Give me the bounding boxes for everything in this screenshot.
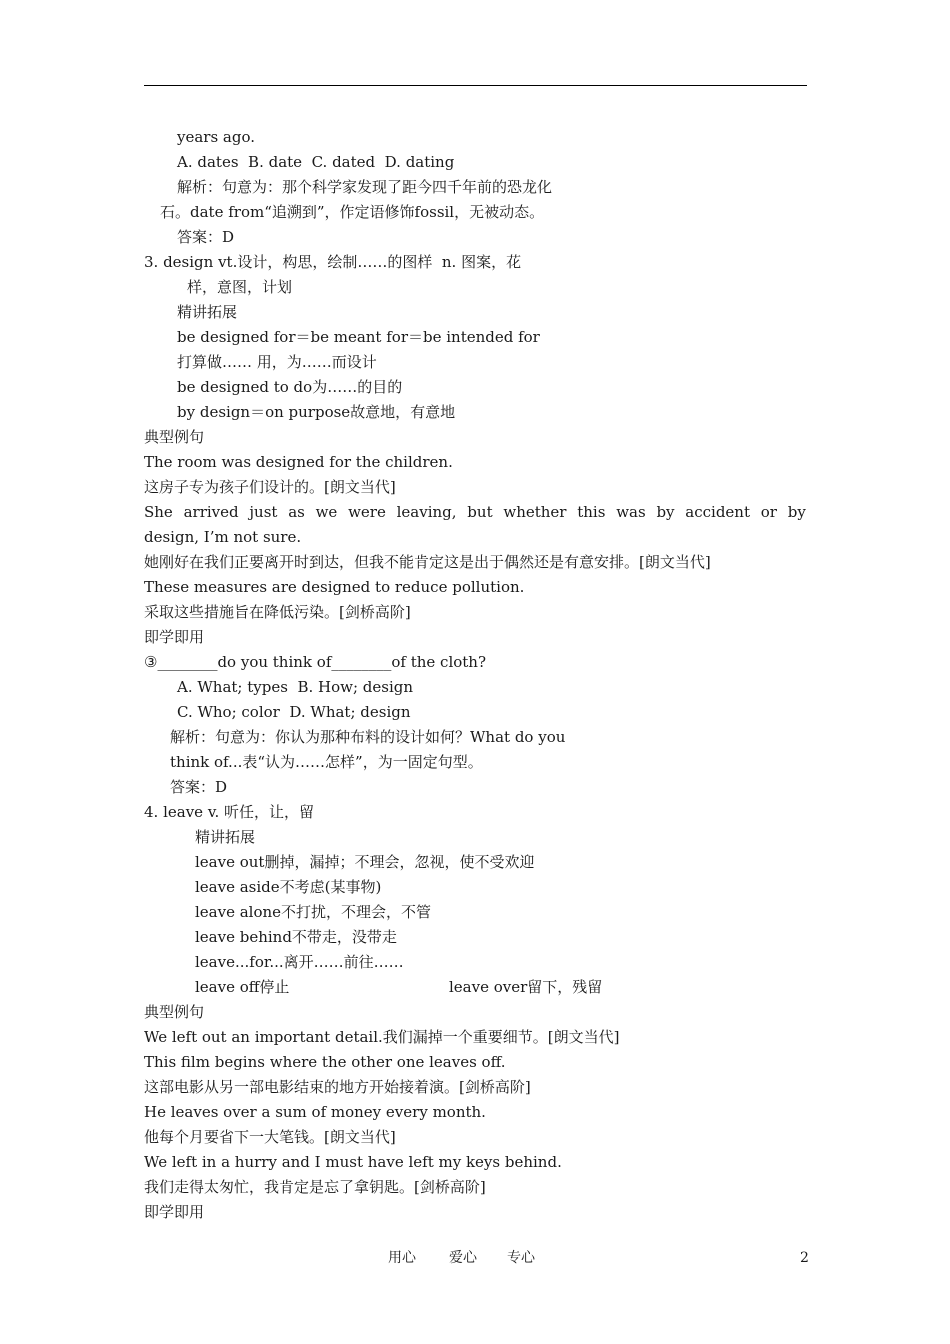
example-sentence: We left in a hurry and I must have left my keys behind. [144,1153,562,1171]
phrase-line: 打算做…… 用，为……而设计 [177,353,377,371]
page-number: 2 [800,1250,809,1266]
phrase-line: be designed for＝be meant for＝be intended for [177,328,540,346]
section-label: 典型例句 [144,1003,205,1021]
section-label: 典型例句 [144,428,205,446]
example-translation: 采取这些措施旨在降低污染。[剑桥高阶] [144,603,411,621]
question-line: ③________do you think of________of the cloth? [144,653,487,671]
phrase-line: leave aside不考虑(某事物) [195,878,382,896]
phrase-line: leave out删掉，漏掉；不理会，忽视，使不受欢迎 [195,853,535,871]
example-translation: 她刚好在我们正要离开时到达，但我不能肯定这是出于偶然还是有意安排。[朗文当代] [144,553,711,571]
example-translation: 这房子专为孩子们设计的。[朗文当代] [144,478,396,496]
example-sentence: This film begins where the other one leaves off. [144,1053,506,1071]
footer-motto: 用心 [388,1250,416,1266]
example-sentence: These measures are designed to reduce pollution. [144,578,525,596]
answer-options: A. What; types B. How; design [177,678,414,696]
footer-motto: 爱心 [449,1250,477,1266]
phrase-line: leave off停止 [195,978,290,996]
answer-line: 答案：D [170,778,228,796]
analysis-line: 解析：句意为：你认为那种布料的设计如何？What do you [170,728,566,746]
example-sentence: She arrived just as we were leaving, but whether this was by accident or by [144,503,806,521]
example-sentence: He leaves over a sum of money every month. [144,1103,486,1121]
section-label: 精讲拓展 [195,828,256,846]
phrase-line: leave over留下，残留 [449,978,603,996]
text-line: 样，意图，计划 [187,278,293,296]
phrase-line: be designed to do为……的目的 [177,378,403,396]
example-translation: 他每个月要省下一大笔钱。[朗文当代] [144,1128,396,1146]
section-label: 精讲拓展 [177,303,238,321]
section-label: 即学即用 [144,628,205,646]
entry-heading: 3. design vt.设计，构思，绘制……的图样 n. 图案，花 [144,253,522,271]
answer-line: 答案：D [177,228,235,246]
example-sentence: We left out an important detail.我们漏掉一个重要细节。[朗文当代] [144,1028,620,1046]
footer-motto: 专心 [507,1250,535,1266]
phrase-line: leave behind不带走，没带走 [195,928,397,946]
section-label: 即学即用 [144,1203,205,1221]
phrase-line: by design＝on purpose故意地，有意地 [177,403,456,421]
analysis-line: think of...表“认为……怎样”，为一固定句型。 [170,753,483,771]
example-translation: 我们走得太匆忙，我肯定是忘了拿钥匙。[剑桥高阶] [144,1178,486,1196]
text-line: years ago. [177,128,256,146]
example-translation: 这部电影从另一部电影结束的地方开始接着演。[剑桥高阶] [144,1078,531,1096]
header-rule [144,85,807,86]
phrase-line: leave alone不打扰，不理会，不管 [195,903,432,921]
analysis-line: 解析：句意为：那个科学家发现了距今四千年前的恐龙化 [177,178,553,196]
phrase-line: leave...for...离开……前往…… [195,953,404,971]
answer-options: A. dates B. date C. dated D. dating [177,153,455,171]
example-sentence: The room was designed for the children. [144,453,453,471]
analysis-line: 石。date from“追溯到”，作定语修饰fossil，无被动态。 [160,203,545,221]
example-sentence: design, I’m not sure. [144,528,302,546]
entry-heading: 4. leave v. 听任，让，留 [144,803,315,821]
answer-options: C. Who; color D. What; design [177,703,411,721]
